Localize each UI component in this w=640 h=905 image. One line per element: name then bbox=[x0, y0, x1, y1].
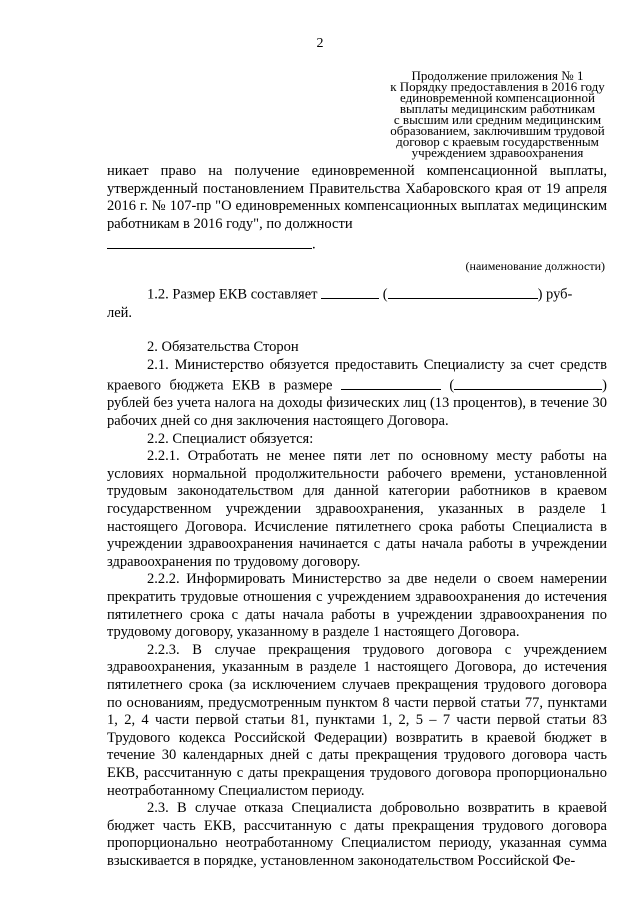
appendix-line: выплаты медицинским работникам bbox=[399, 101, 596, 116]
appendix-line: с высшим или средним медицинским bbox=[393, 112, 602, 127]
paragraph-2-2-3: 2.2.3. В случае прекращения трудового договора с учреждением здравоохранения, указанным в разделе 1 настоящего Договора, до истечения пятилетнего срока (за исключением случаев прекращения трудового договора по основаниям, предусмотренным пунктом 8 части первой статьи 77, пунктами 1, 2, 4 части первой статьи 81, пунктами 1, 2, 5 – 7 части первой статьи 83 Трудового кодекса Российской Федерации) возвратить в краевой бюджет в течение 30 календарных дней с даты прекращения трудового договора часть ЕКВ, рассчитанную с даты прекращения трудового договора пропорционально неотработанному Специалистом периоду. bbox=[107, 641, 607, 799]
paren-open: ( bbox=[382, 286, 388, 303]
paren-open: ( bbox=[449, 377, 455, 394]
paragraph-1-2 bbox=[107, 283, 607, 304]
appendix-line: образованием, заключившим трудовой bbox=[390, 123, 605, 138]
paragraph-text: 2.1. Министерство обязуется предоставить Специалисту за счет средств краевого бюджета ЕКВ в размере bbox=[107, 356, 607, 394]
paragraph-text: 1.2. Размер ЕКВ составляет bbox=[147, 286, 318, 303]
paragraph-2-1 bbox=[107, 357, 607, 431]
position-caption: (наименование должности) bbox=[465, 259, 605, 274]
appendix-line: договор с краевым государственным bbox=[396, 134, 599, 149]
amount-words-blank bbox=[388, 283, 538, 299]
appendix-header bbox=[370, 70, 625, 158]
document-body bbox=[107, 163, 607, 870]
paragraph-text: лей. bbox=[107, 304, 133, 321]
paragraph-2-2-2: 2.2.2. Информировать Министерство за две недели о своем намерении прекратить трудовые отношения с учреждением здравоохранения до истечения пятилетнего срока с даты начала работы в учреждении здравоохранения по трудовому договору, указанному в разделе 1 настоящего Договора. bbox=[107, 571, 607, 641]
appendix-line: учреждением здравоохранения bbox=[411, 145, 584, 160]
position-blank bbox=[107, 233, 312, 249]
amount-blank bbox=[341, 374, 441, 390]
section-2-title: 2. Обязательства Сторон bbox=[147, 339, 299, 356]
paragraph-text: рублей без учета налога на доходы физических лиц (13 процентов), в течение 30 рабочих дней со дня заключения настоящего Договора. bbox=[107, 395, 607, 430]
appendix-line: Продолжение приложения № 1 bbox=[411, 68, 584, 83]
appendix-line: единовременной компенсационной bbox=[400, 90, 595, 105]
amount-blank bbox=[321, 283, 379, 299]
paragraph-1-2-cont bbox=[107, 305, 607, 323]
appendix-line: к Порядку предоставления в 2016 году bbox=[390, 79, 605, 94]
position-blank-line bbox=[107, 233, 607, 254]
paragraph-text: никает право на получение единовременной компенсационной выплаты, утвержденный постановлением Правительства Хабаровского края от 19 апреля 2016 г. № 107-пр "О единовременных компенсационных выплатах медицинским работникам в 2016 году", по должности bbox=[107, 163, 607, 232]
amount-words-blank bbox=[454, 374, 602, 390]
period: . bbox=[312, 236, 316, 253]
paragraph-text: ) руб- bbox=[537, 286, 573, 303]
page-number: 2 bbox=[316, 36, 324, 51]
paren-close: ) bbox=[602, 377, 608, 394]
paragraph-2-3: 2.3. В случае отказа Специалиста добровольно возвратить в краевой бюджет часть ЕКВ, рассчитанную с даты прекращения трудового договора пропорционально неотработанному Специалистом периоду, указанная сумма взыскивается в порядке, установленном законодательством Российской Фе- bbox=[107, 800, 607, 869]
paragraph-2-2: 2.2. Специалист обязуется: bbox=[147, 430, 314, 447]
paragraph-2-2-1: 2.2.1. Отработать не менее пяти лет по основному месту работы на условиях нормальной продолжительности рабочего времени, установленной трудовым законодательством для данной категории работников в краевом государственном учреждении здравоохранения, указанных в разделе 1 настоящего Договора. Исчисление пятилетнего срока работы Специалиста в учреждении здравоохранения начинается с даты начала работы в учреждении здравоохранения по трудовому договору. bbox=[107, 448, 607, 570]
paragraph-1-1-continuation bbox=[107, 163, 607, 233]
